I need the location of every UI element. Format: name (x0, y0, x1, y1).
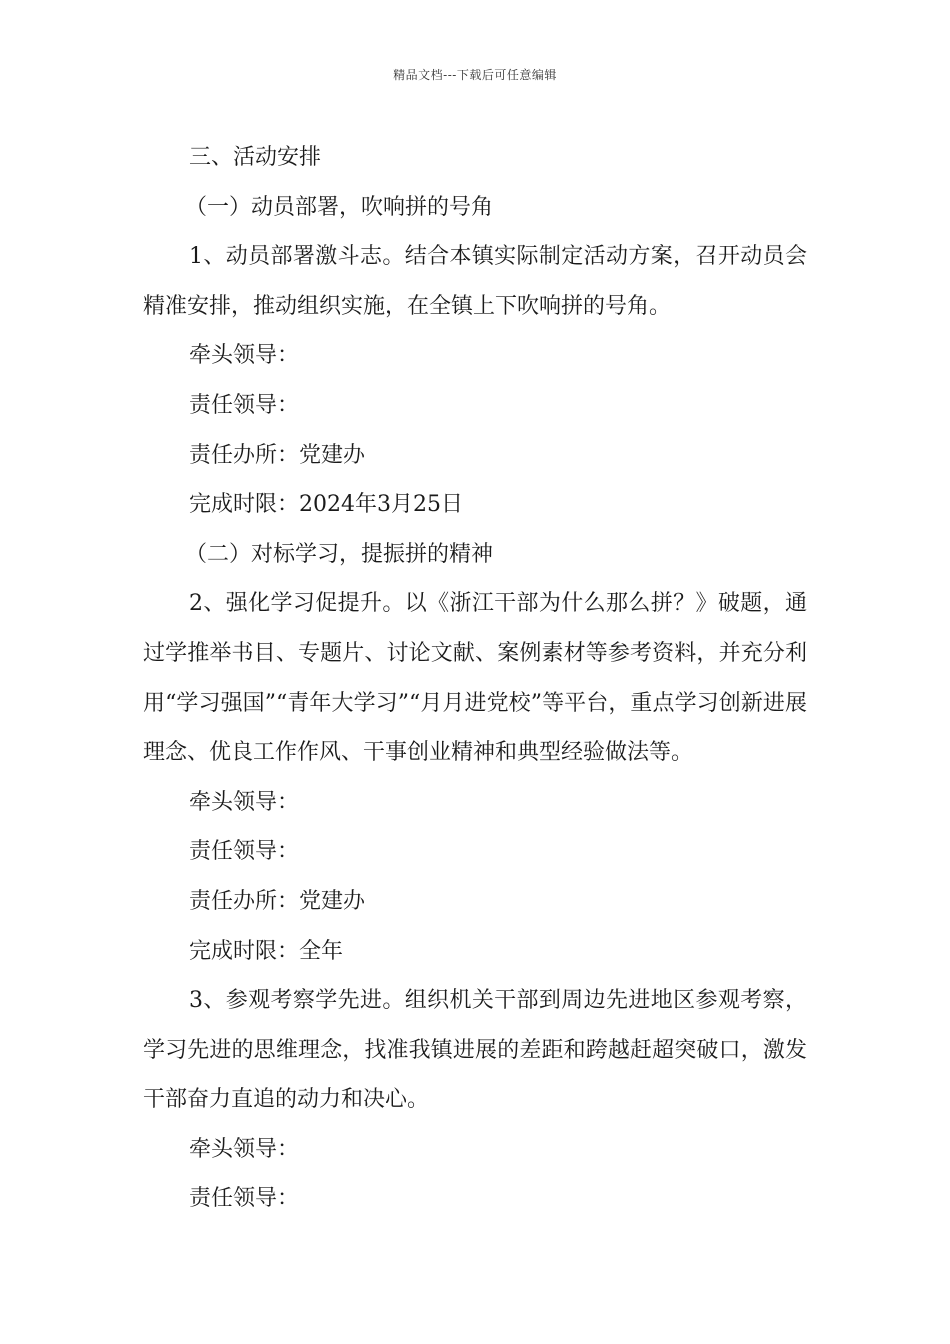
item-1-lead-leader: 牵头领导： (189, 343, 300, 369)
subsection-title-1: （一）动员部署，吹响拼的号角 (185, 194, 494, 220)
item-3-responsible-leader: 责任领导： (189, 1186, 300, 1212)
subsection-title-2: （二）对标学习，提振拼的精神 (185, 541, 494, 567)
item-2-responsible-leader: 责任领导： (189, 839, 300, 865)
section-title: 三、活动安排 (189, 145, 322, 170)
item-2-responsible-office: 责任办所：党建办 (189, 888, 366, 914)
item-1-paragraph: 1、动员部署激斗志。结合本镇实际制定活动方案，召开动员会精准安排，推动组织实施，在全镇上下吹响拼的号角。 (143, 244, 807, 319)
item-1-responsible-office: 责任办所：党建办 (189, 442, 366, 468)
page-header: 精品文档---下载后可任意编辑 (393, 68, 557, 82)
document-body (143, 133, 807, 1224)
item-1-responsible-leader: 责任领导： (189, 392, 300, 418)
item-2-deadline: 完成时限：全年 (189, 938, 344, 964)
item-2-paragraph: 2、强化学习促提升。以《浙江干部为什么那么拼？》破题，通过学推举书目、专题片、讨论文献、案例素材等参考资料，并充分利用“学习强国”“青年大学习”“月月进党校”等平台，重点学习创新进展理念、优良工作作风、干事创业精神和典型经验做法等。 (143, 591, 807, 766)
item-3-lead-leader: 牵头领导： (189, 1136, 300, 1162)
item-1-deadline: 完成时限：2024年3月25日 (189, 492, 463, 518)
item-3-paragraph: 3、参观考察学先进。组织机关干部到周边先进地区参观考察，学习先进的思维理念，找准我镇进展的差距和跨越赶超突破口，激发干部奋力直追的动力和决心。 (143, 988, 807, 1113)
item-2-lead-leader: 牵头领导： (189, 789, 300, 815)
